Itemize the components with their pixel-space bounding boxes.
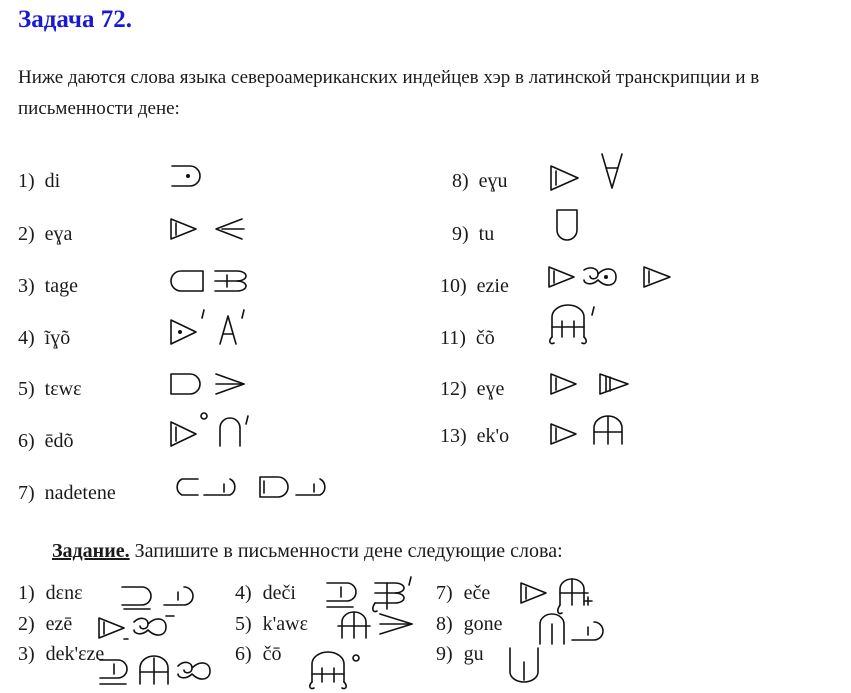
assignment-word: k'awɛ bbox=[262, 613, 308, 635]
example-word: tage bbox=[44, 275, 78, 297]
syllabic-glyph bbox=[548, 303, 604, 347]
example-number: 6) bbox=[18, 430, 35, 452]
assignment-number: 1) bbox=[18, 582, 35, 604]
example-row bbox=[440, 275, 509, 298]
syllabic-glyph bbox=[169, 268, 251, 294]
syllabic-glyph bbox=[168, 216, 248, 242]
assignment-word: dek'ɛze bbox=[45, 643, 105, 665]
example-number: 2) bbox=[18, 223, 35, 245]
example-word: tu bbox=[478, 223, 495, 245]
syllabic-glyph bbox=[308, 648, 370, 692]
example-word: tɛwɛ bbox=[44, 378, 82, 400]
assignment-word: gu bbox=[463, 643, 484, 665]
example-row bbox=[452, 170, 508, 193]
example-number: 11) bbox=[440, 327, 466, 349]
assignment-number: 3) bbox=[18, 643, 35, 665]
assignment-heading bbox=[52, 540, 563, 563]
syllabic-glyph bbox=[554, 208, 582, 242]
assignment-item bbox=[18, 613, 72, 636]
example-row bbox=[18, 378, 81, 401]
example-row bbox=[440, 425, 509, 448]
problem-intro: Ниже даются слова языка североамериканских индейцев хэр в латинской транскрипции и в письменности дене: bbox=[18, 67, 760, 119]
example-word: nadetene bbox=[44, 482, 116, 504]
syllabic-glyph bbox=[168, 371, 250, 397]
assignment-number: 4) bbox=[235, 582, 252, 604]
assignment-word: ezē bbox=[45, 613, 73, 635]
syllabic-glyph bbox=[325, 575, 421, 615]
syllabic-glyph bbox=[120, 583, 204, 611]
assignment-word: deči bbox=[262, 582, 296, 604]
syllabic-glyph bbox=[536, 612, 606, 646]
example-word: ĩɣõ bbox=[44, 327, 71, 349]
example-row bbox=[18, 170, 60, 193]
example-number: 5) bbox=[18, 378, 35, 400]
assignment-item bbox=[18, 582, 82, 605]
example-word: di bbox=[44, 170, 61, 192]
syllabic-glyph bbox=[518, 575, 600, 615]
example-row bbox=[18, 223, 72, 246]
assignment-number: 5) bbox=[235, 613, 252, 635]
syllabic-glyph bbox=[168, 306, 252, 348]
example-word: eɣe bbox=[476, 378, 505, 400]
syllabic-glyph bbox=[168, 410, 252, 448]
example-number: 10) bbox=[440, 275, 467, 297]
example-row bbox=[18, 275, 78, 298]
example-word: ezie bbox=[476, 275, 509, 297]
assignment-word: čō bbox=[262, 643, 282, 665]
example-word: ēdõ bbox=[44, 430, 74, 452]
problem-title: Задача 72. bbox=[18, 6, 132, 33]
assignment-number: 7) bbox=[436, 582, 453, 604]
example-word: eɣu bbox=[478, 170, 508, 192]
example-row bbox=[440, 327, 495, 350]
assignment-label: Задание. bbox=[52, 540, 130, 562]
example-number: 8) bbox=[452, 170, 469, 192]
syllabic-glyph bbox=[168, 474, 336, 500]
example-word: ek'o bbox=[476, 425, 510, 447]
example-number: 7) bbox=[18, 482, 35, 504]
assignment-word: gone bbox=[463, 613, 503, 635]
assignment-item bbox=[235, 613, 308, 636]
syllabic-glyph bbox=[170, 164, 206, 188]
example-row bbox=[440, 378, 504, 401]
assignment-item bbox=[436, 582, 490, 605]
assignment-word: dɛnɛ bbox=[45, 582, 83, 604]
assignment-item bbox=[436, 643, 484, 666]
syllabic-glyph bbox=[548, 371, 632, 397]
assignment-text: Запишите в письменности дене следующие слова: bbox=[134, 540, 563, 562]
assignment-item bbox=[18, 643, 104, 666]
syllabic-glyph bbox=[336, 610, 420, 642]
example-number: 3) bbox=[18, 275, 35, 297]
example-number: 9) bbox=[452, 223, 469, 245]
syllabic-glyph bbox=[548, 412, 632, 448]
assignment-number: 2) bbox=[18, 613, 35, 635]
example-number: 1) bbox=[18, 170, 35, 192]
syllabic-glyph bbox=[96, 654, 216, 690]
example-number: 13) bbox=[440, 425, 467, 447]
assignment-number: 9) bbox=[436, 643, 453, 665]
assignment-number: 8) bbox=[436, 613, 453, 635]
example-row bbox=[18, 430, 74, 453]
assignment-word: eče bbox=[463, 582, 491, 604]
syllabic-glyph bbox=[506, 644, 542, 684]
example-number: 12) bbox=[440, 378, 467, 400]
assignment-item bbox=[436, 613, 503, 636]
example-row bbox=[18, 327, 70, 350]
syllabic-glyph bbox=[546, 264, 674, 292]
example-row bbox=[452, 223, 494, 246]
example-number: 4) bbox=[18, 327, 35, 349]
example-word: čõ bbox=[475, 327, 495, 349]
example-word: eɣa bbox=[44, 223, 73, 245]
assignment-item bbox=[235, 582, 296, 605]
example-row bbox=[18, 482, 116, 505]
syllabic-glyph bbox=[96, 612, 178, 642]
syllabic-glyph bbox=[548, 152, 630, 192]
assignment-item bbox=[235, 643, 282, 666]
assignment-number: 6) bbox=[235, 643, 252, 665]
